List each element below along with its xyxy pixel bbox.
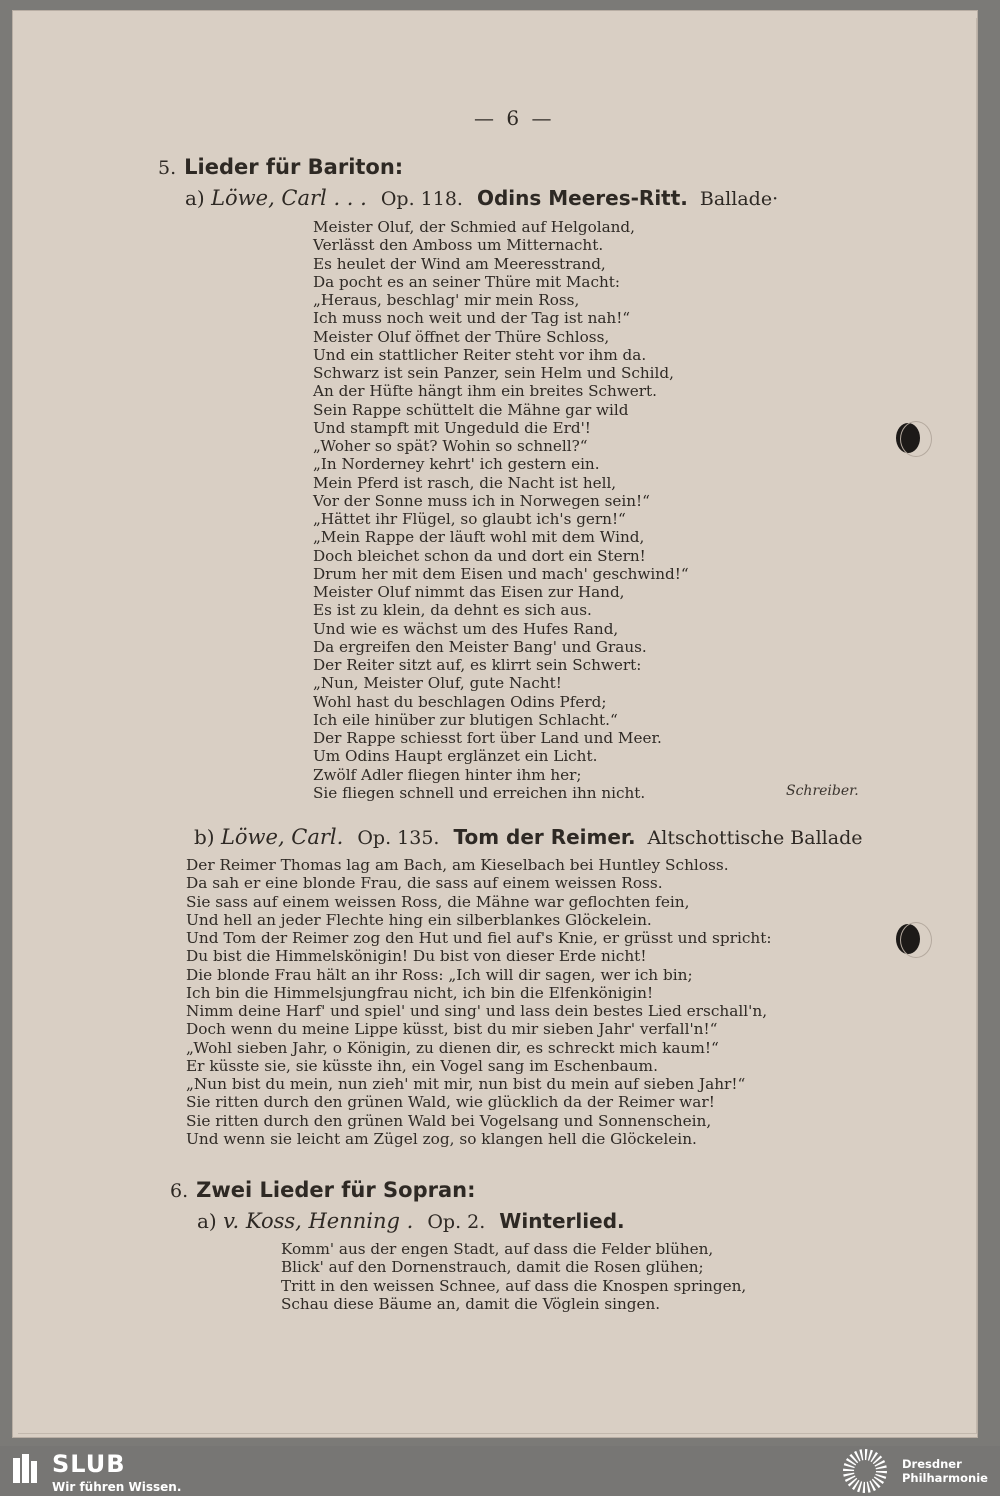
lyric-line: Der Reiter sitzt auf, es klirrt sein Schwert:: [313, 656, 642, 674]
lyric-line: „Mein Rappe der läuft wohl mit dem Wind,: [313, 528, 645, 547]
lyric-line: Meister Oluf nimmt das Eisen zur Hand,: [313, 583, 625, 601]
lyric-line: Es heulet der Wind am Meeresstrand,: [313, 254, 606, 273]
entry-letter: b): [194, 825, 215, 849]
section-heading: [170, 1178, 476, 1202]
opus: Op. 2.: [427, 1211, 486, 1233]
program-entry: [197, 1209, 625, 1233]
lyrics-block: [313, 218, 689, 802]
program-entry: [185, 186, 778, 210]
lyric-line: „Nun bist du mein, nun zieh' mit mir, nun bist du mein auf sieben Jahr!“: [186, 1075, 746, 1093]
lyric-line: Ich muss noch weit und der Tag ist nah!“: [313, 309, 631, 328]
lyric-line: Blick' auf den Dornenstrauch, damit die Rosen glühen;: [281, 1258, 704, 1277]
lyric-line: Du bist die Himmelskönigin! Du bist von dieser Erde nicht!: [186, 947, 647, 966]
lyric-line: Da sah er eine blonde Frau, die sass auf einem weissen Ross.: [186, 874, 663, 893]
lyric-line: Und wie es wächst um des Hufes Rand,: [313, 619, 619, 638]
lyric-line: Sie fliegen schnell und erreichen ihn nicht.: [313, 783, 646, 802]
footer-bar: [0, 1446, 1000, 1496]
lyric-line: „Woher so spät? Wohin so schnell?“: [313, 437, 588, 455]
lyric-line: Schwarz ist sein Panzer, sein Helm und Schild,: [313, 364, 674, 382]
lyric-line: Sein Rappe schüttelt die Mähne gar wild: [313, 400, 629, 419]
section-number: 6.: [170, 1180, 189, 1202]
lyric-line: An der Hüfte hängt ihm ein breites Schwert.: [313, 382, 657, 401]
partner-name: Dresdner Philharmonie: [902, 1457, 988, 1485]
library-name: SLUB: [52, 1450, 126, 1478]
lyric-line: Die blonde Frau hält an ihr Ross: „Ich will dir sagen, wer ich bin;: [186, 965, 693, 984]
section-title: Zwei Lieder für Sopran:: [196, 1178, 476, 1202]
lyric-line: „Hättet ihr Flügel, so glaubt ich's gern!“: [313, 510, 626, 528]
lyric-line: „Nun, Meister Oluf, gute Nacht!: [313, 674, 562, 693]
lyric-line: Nimm deine Harf' und spiel' und sing' und lass dein bestes Lied erschall'n,: [186, 1002, 768, 1020]
lyric-line: Und ein stattlicher Reiter steht vor ihm da.: [313, 345, 647, 364]
page-number: — 6 —: [474, 106, 555, 130]
opus: Op. 118.: [380, 188, 463, 210]
lyrics-block: [186, 856, 772, 1148]
lyric-line: Mein Pferd ist rasch, die Nacht ist hell,: [313, 473, 617, 492]
lyric-line: Komm' aus der engen Stadt, auf dass die Felder blühen,: [281, 1240, 714, 1258]
composer: Löwe, Carl.: [220, 825, 344, 849]
opus: Op. 135.: [357, 827, 440, 849]
logo-ray: [865, 1449, 867, 1460]
section-heading: [158, 155, 403, 179]
work-title: Winterlied.: [499, 1209, 625, 1233]
logo-ray: [863, 1482, 865, 1493]
lyric-line: Und hell an jeder Flechte hing ein silberblankes Glöckelein.: [186, 910, 652, 929]
composer: v. Koss, Henning .: [223, 1209, 414, 1233]
program-entry: [194, 825, 862, 849]
lyric-line: Meister Oluf, der Schmied auf Helgoland,: [313, 218, 635, 236]
book-icon: [12, 1452, 38, 1484]
lyric-line: Um Odins Haupt erglänzet ein Licht.: [313, 747, 598, 766]
punch-hole-ring: [900, 922, 932, 958]
logo-ray: [867, 1482, 871, 1493]
lyric-line: Tritt in den weissen Schnee, auf dass die Knospen springen,: [281, 1276, 747, 1295]
library-tagline: Wir führen Wissen.: [52, 1480, 182, 1494]
lyric-line: Und wenn sie leicht am Zügel zog, so klangen hell die Glöckelein.: [186, 1129, 697, 1148]
lyric-line: Doch wenn du meine Lippe küsst, bist du mir sieben Jahr' verfall'n!“: [186, 1020, 718, 1039]
genre: Altschottische Ballade: [647, 827, 863, 849]
lyric-line: Da pocht es an seiner Thüre mit Macht:: [313, 272, 620, 291]
logo-ray: [876, 1471, 887, 1473]
lyric-line: „Heraus, beschlag' mir mein Ross,: [313, 291, 580, 309]
lyric-line: Sie ritten durch den grünen Wald, wie glücklich da der Reimer war!: [186, 1093, 715, 1112]
lyric-line: Drum her mit dem Eisen und mach' geschwind!“: [313, 564, 689, 583]
lyric-line: Meister Oluf öffnet der Thüre Schloss,: [313, 327, 610, 346]
lyric-line: Und stampft mit Ungeduld die Erd'!: [313, 418, 591, 437]
lyric-line: „In Norderney kehrt' ich gestern ein.: [313, 455, 600, 474]
lyric-line: Ich eile hinüber zur blutigen Schlacht.“: [313, 710, 618, 729]
punch-hole-ring: [900, 421, 932, 457]
lyric-line: Sie sass auf einem weissen Ross, die Mähne war geflochten fein,: [186, 892, 690, 911]
section-title: Lieder für Bariton:: [184, 155, 404, 179]
work-title: Tom der Reimer.: [453, 825, 636, 849]
lyric-line: Da ergreifen den Meister Bang' und Graus.: [313, 637, 647, 656]
logo-ray: [876, 1465, 887, 1469]
lyric-line: Zwölf Adler fliegen hinter ihm her;: [313, 765, 582, 784]
sunburst-logo-icon: [840, 1448, 890, 1494]
logo-ray: [843, 1473, 854, 1477]
lyric-line: Es ist zu klein, da dehnt es sich aus.: [313, 601, 592, 620]
lyric-line: Vor der Sonne muss ich in Norwegen sein!“: [313, 491, 650, 510]
lyric-line: Er küsste sie, sie küsste ihn, ein Vogel sang im Eschenbaum.: [186, 1056, 658, 1075]
composer: Löwe, Carl . . .: [211, 186, 367, 210]
lyric-line: Der Reimer Thomas lag am Bach, am Kieselbach bei Huntley Schloss.: [186, 856, 729, 874]
logo-ray: [843, 1469, 854, 1471]
lyrics-block: [281, 1240, 746, 1313]
lyric-line: Doch bleichet schon da und dort ein Stern!: [313, 546, 646, 565]
lyric-line: Sie ritten durch den grünen Wald bei Vogelsang und Sonnenschein,: [186, 1111, 712, 1130]
work-title: Odins Meeres-Ritt.: [476, 186, 688, 210]
logo-ray: [859, 1449, 863, 1460]
entry-letter: a): [197, 1209, 217, 1233]
entry-letter: a): [185, 186, 205, 210]
lyric-line: Und Tom der Reimer zog den Hut und fiel auf's Knie, er grüsst und spricht:: [186, 929, 772, 947]
lyric-line: Wohl hast du beschlagen Odins Pferd;: [313, 692, 607, 711]
section-number: 5.: [158, 157, 177, 179]
lyric-line: „Wohl sieben Jahr, o Königin, zu dienen dir, es schreckt mich kaum!“: [186, 1038, 719, 1057]
lyric-line: Schau diese Bäume an, damit die Vöglein singen.: [281, 1294, 661, 1313]
lyricist: Schreiber.: [786, 783, 859, 799]
lyric-line: Ich bin die Himmelsjungfrau nicht, ich bin die Elfenkönigin!: [186, 983, 654, 1002]
lyric-line: Verlässt den Amboss um Mitternacht.: [313, 236, 604, 255]
genre: Ballade·: [699, 188, 779, 210]
lyric-line: Der Rappe schiesst fort über Land und Meer.: [313, 729, 662, 747]
